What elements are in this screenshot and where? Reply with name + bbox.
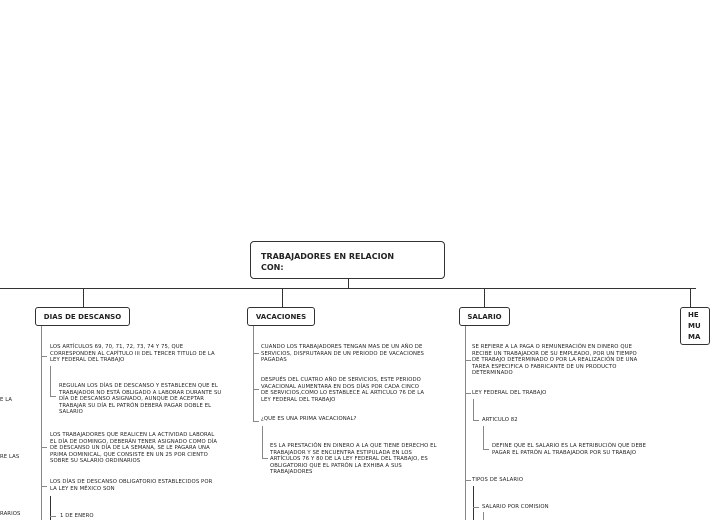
salario-tick-4 (483, 449, 489, 450)
branch-label: VACACIONES (255, 312, 307, 321)
salario-sub-spine-2 (483, 426, 484, 449)
salario-item-5[interactable]: TIPOS DE SALARIO (472, 477, 524, 483)
branch-label: DIAS DE DESCANSO (43, 312, 122, 321)
vacaciones-item-1[interactable]: CUANDO LOS TRABAJADORES TENGAN MAS DE UN AÑO DE SERVICIOS, DISFRUTARAN DE UN PERIODO DE VACACIONES PAGADAS (261, 344, 425, 363)
branch-dias-de-descanso[interactable] (35, 307, 130, 326)
salario-spine (465, 326, 466, 520)
branch-label: SALARIO (467, 312, 502, 321)
root-title: TRABAJADORES EN RELACION CON: (261, 252, 395, 272)
right-stem (690, 288, 691, 307)
descanso-item-2[interactable]: REGULAN LOS DÍAS DE DESCANSO Y ESTABLECEN QUE EL TRABAJADOR NO ESTÁ OBLIGADO A LABORAR DURANTE SU DÍA DE DESCANSO ASIGNADO, AUNQUE DE ACEPTAR TRABAJAR SU DÍA EL PATRÓN DEBERÁ PAGAR DOBLE EL SALARIO (59, 383, 222, 415)
salario-tick-1 (465, 360, 471, 361)
salario-tick-2 (465, 393, 471, 394)
descanso-tick-2 (50, 396, 56, 397)
root-topic[interactable] (250, 241, 445, 279)
salario-stem (484, 288, 485, 307)
salario-tick-5 (465, 480, 471, 481)
salario-sub-spine-1 (473, 399, 474, 420)
descanso-item-5[interactable]: 1 DE ENERO (60, 513, 94, 519)
branch-label: HE MU MA (688, 310, 701, 341)
salario-item-2[interactable]: LEY FEDERAL DEL TRABAJO (472, 390, 547, 396)
descanso-item-4[interactable]: LOS DÍAS DE DESCANSO OBLIGATORIO ESTABLECIDOS POR LA LEY EN MÉXICO SON (50, 479, 213, 492)
descanso-item-1[interactable]: LOS ARTÍCULOS 69, 70, 71, 72, 73, 74 Y 75, QUE CORRESPONDEN AL CAPÍTULO III DEL TERCER TITULO DE LA LEY FEDERAL DEL TRABAJO (50, 344, 215, 363)
branch-vacaciones[interactable] (247, 307, 315, 326)
salario-sub-spine-3 (473, 486, 474, 520)
salario-item-6[interactable]: SALARIO POR COMISION (482, 504, 549, 510)
descanso-stem (83, 288, 84, 307)
vacaciones-spine (253, 326, 254, 421)
vacaciones-sub-spine (262, 426, 263, 458)
descanso-item-3[interactable]: LOS TRABAJADORES QUE REALICEN LA ACTIVIDAD LABORAL EL DÍA DE DOMINGO, DEBERÁN TENER ASIGNADO COMO DÍA DE DESCANSO UN DÍA DE LA SEMANA, SE LE PAGARA UNA PRIMA DOMINICAL, QUE CONSISTE EN UN 25 POR CIENTO SOBRE SU SALARIO ORDINARIOS (50, 432, 218, 464)
vacaciones-item-2[interactable]: DESPUÉS DEL CUATRO AÑO DE SERVICIOS, ESTE PERIODO VACACIONAL AUMENTARA EN DOS DÍAS POR CADA CINCO DE SERVICIOS,COMO LO ESTABLECE AL ARTICULO 76 DE LA LEY FEDERAL DEL TRABAJO (261, 377, 425, 403)
root-stem (348, 279, 349, 289)
descanso-tick-4 (41, 486, 47, 487)
salario-item-4[interactable]: DEFINE QUE EL SALARIO ES LA RETRIBUCIÓN QUE DEBE PAGAR EL PATRÓN AL TRABAJADOR POR SU TRABAJO (492, 443, 647, 456)
vacaciones-tick-2 (253, 389, 259, 390)
salario-tick-6 (473, 507, 479, 508)
vacaciones-item-4[interactable]: ES LA PRESTACIÓN EN DINERO A LA QUE TIENE DERECHO EL TRABAJADOR Y SE ENCUENTRA ESTIPULADA EN LOS ARTÍCULOS 76 Y 80 DE LA LEY FEDERAL DEL TRABAJO, ES OBLIGATORIO QUE EL PATRÓN LA EXHIBA A SUS TRABAJADORES (270, 443, 437, 475)
branch-salario[interactable] (459, 307, 510, 326)
vacaciones-tick-4 (262, 458, 268, 459)
vacaciones-stem (282, 288, 283, 307)
descanso-tick-5 (50, 516, 56, 517)
left-cut-text-2[interactable]: RE LAS (0, 454, 20, 460)
vacaciones-item-3[interactable]: ¿QUE ES UNA PRIMA VACACIONAL? (261, 416, 357, 422)
salario-item-1[interactable]: SE REFIERE A LA PAGA O REMUNERACIÓN EN DINERO QUE RECIBE UN TRABAJADOR DE SU EMPLEADO, POR UN TIEMPO DE TRABAJO DETERMINADO O POR LA REALIZACIÓN DE UNA TAREA ESPECIFICA O FABRICANTE DE UN PRODUCTO DETERMINADO (472, 344, 638, 376)
descanso-tick-1 (41, 356, 47, 357)
salario-item-3[interactable]: ARTICULO 82 (482, 417, 518, 423)
salario-tick-3 (473, 420, 479, 421)
vacaciones-tick-1 (253, 353, 259, 354)
vacaciones-tick-3 (253, 421, 259, 422)
branch-right-cut[interactable] (680, 307, 710, 345)
left-cut-text-1[interactable]: E LA (0, 397, 13, 403)
salario-sub-spine-4 (483, 512, 484, 520)
descanso-sub-spine (50, 366, 51, 396)
descanso-tick-3 (41, 447, 47, 448)
left-cut-text-3[interactable]: RARIOS (0, 511, 21, 517)
